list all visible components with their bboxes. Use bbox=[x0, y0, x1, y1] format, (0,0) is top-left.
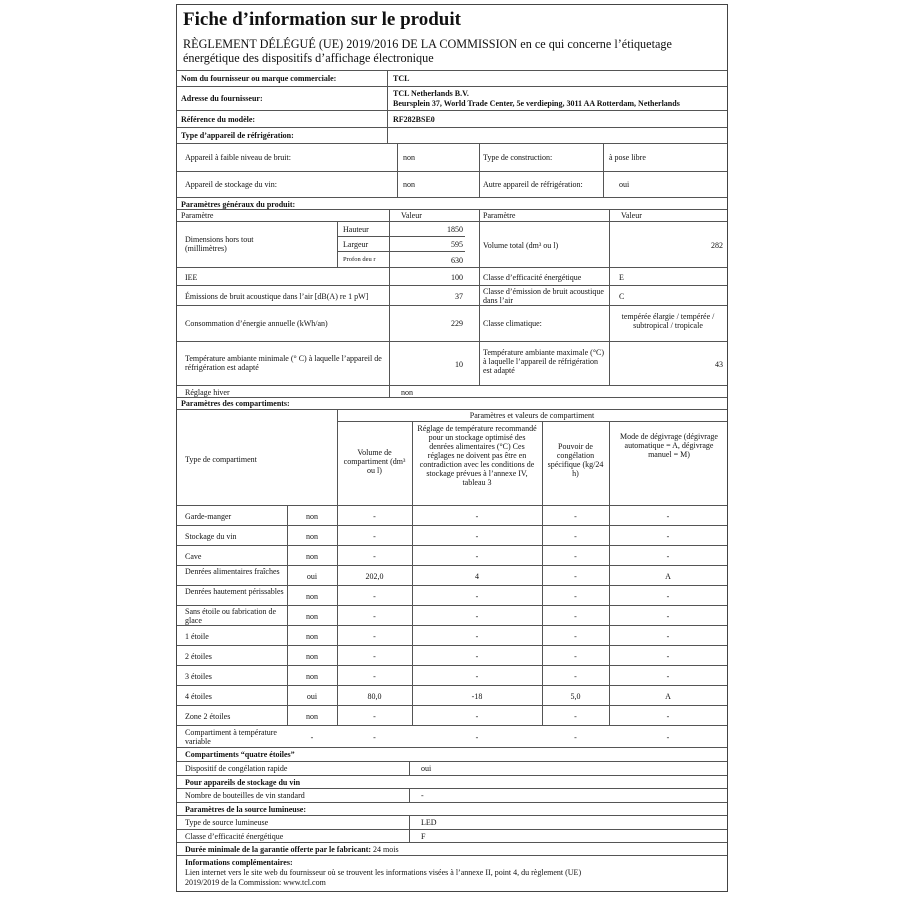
compartment-present: non bbox=[306, 512, 318, 521]
rule bbox=[337, 421, 727, 422]
compartment-volume: - bbox=[373, 532, 376, 541]
compartment-volume: - bbox=[373, 632, 376, 641]
rule bbox=[479, 209, 480, 385]
rule bbox=[177, 685, 727, 686]
rule bbox=[177, 209, 727, 210]
light-header: Paramètres de la source lumineuse: bbox=[185, 805, 307, 814]
supplier-address-label: Adresse du fournisseur: bbox=[181, 94, 263, 103]
compartment-name: 1 étoile bbox=[185, 632, 209, 641]
compartment-present: non bbox=[306, 652, 318, 661]
compartment-present: oui bbox=[306, 572, 318, 581]
compartment-present: non bbox=[306, 632, 318, 641]
volume-label: Volume total (dm³ ou l) bbox=[483, 241, 559, 250]
compartment-present: - bbox=[310, 733, 314, 742]
compartment-freeze: 5,0 bbox=[570, 692, 581, 701]
model-value: RF282BSE0 bbox=[393, 115, 435, 124]
compartment-present: non bbox=[306, 552, 318, 561]
rule bbox=[177, 565, 727, 566]
rule bbox=[409, 815, 410, 842]
type-header: Type d’appareil de réfrigération: bbox=[181, 131, 294, 140]
rule bbox=[177, 86, 727, 87]
dimensions-label: Dimensions hors tout (millimètres) bbox=[185, 235, 254, 253]
supplier-address-line1: TCL Netherlands B.V. bbox=[393, 89, 469, 98]
rule bbox=[177, 725, 727, 726]
wine-appliance-value: non bbox=[403, 180, 415, 189]
rule bbox=[177, 221, 727, 222]
rule bbox=[177, 842, 727, 843]
compartment-temp: - bbox=[475, 652, 479, 661]
width-value: 595 bbox=[451, 240, 463, 249]
rule bbox=[177, 505, 727, 506]
compartment-temp: 4 bbox=[475, 572, 479, 581]
freezing-capacity-col: Pouvoir de congélation spécifique (kg/24 h) bbox=[547, 442, 604, 478]
rule bbox=[177, 409, 727, 410]
max-temp-label: Température ambiante maximale (°C) à laquelle l’appareil de réfrigération est adapté bbox=[483, 348, 605, 375]
rule bbox=[177, 267, 727, 268]
rule bbox=[337, 236, 465, 237]
compartment-name: Zone 2 étoiles bbox=[185, 712, 231, 721]
light-type-label: Type de source lumineuse bbox=[185, 818, 269, 827]
supplier-name-label: Nom du fournisseur ou marque commerciale: bbox=[181, 74, 337, 83]
noise-class-value: C bbox=[619, 292, 625, 301]
compartment-temp: -18 bbox=[471, 692, 483, 701]
low-noise-label: Appareil à faible niveau de bruit: bbox=[185, 153, 291, 162]
compartment-type-col: Type de compartiment bbox=[185, 455, 257, 464]
compartment-volume: - bbox=[373, 652, 376, 661]
wine-bottles-value: - bbox=[421, 791, 424, 800]
temperature-col: Réglage de température recommandé pour un stockage optimisé des denrées alimentaires (°C) Ces réglages ne doivent pas être en contradiction avec les conditions de stockage prévues à l’annexe IV, tableau 3 bbox=[417, 424, 537, 487]
compartment-present: non bbox=[306, 612, 318, 621]
rule bbox=[177, 397, 727, 398]
rule bbox=[177, 665, 727, 666]
efficiency-class-label: Classe d’efficacité énergétique bbox=[483, 273, 582, 282]
compartment-freeze: - bbox=[574, 592, 577, 601]
iee-value: 100 bbox=[451, 273, 463, 282]
depth-value: 630 bbox=[451, 256, 463, 265]
height-value: 1850 bbox=[447, 225, 463, 234]
compartment-defrost: - bbox=[666, 612, 670, 621]
rule bbox=[177, 285, 727, 286]
model-label: Référence du modèle: bbox=[181, 115, 256, 124]
compartment-freeze: - bbox=[574, 652, 577, 661]
compartment-volume: 202,0 bbox=[365, 572, 384, 581]
rule bbox=[177, 110, 727, 111]
compartments-header: Paramètres des compartiments: bbox=[181, 399, 290, 408]
compartment-freeze: - bbox=[574, 532, 577, 541]
compartment-temp: - bbox=[475, 712, 479, 721]
compartment-temp: - bbox=[475, 592, 479, 601]
compartment-volume: 80,0 bbox=[367, 692, 382, 701]
rule bbox=[177, 802, 727, 803]
compartment-defrost: - bbox=[666, 512, 670, 521]
value-col2-header: Valeur bbox=[621, 211, 642, 220]
height-label: Hauteur bbox=[343, 225, 369, 234]
compartment-volume: - bbox=[373, 592, 376, 601]
warranty-label: Durée minimale de la garantie offerte par le fabricant: bbox=[185, 845, 372, 854]
efficiency-class-value: E bbox=[619, 273, 624, 282]
rule bbox=[177, 171, 727, 172]
rule bbox=[409, 788, 410, 802]
rule bbox=[177, 855, 727, 856]
rule bbox=[609, 209, 610, 385]
compartment-temp: - bbox=[475, 733, 479, 742]
document-title: Fiche d’information sur le produit bbox=[183, 9, 461, 30]
compartment-freeze: - bbox=[574, 712, 577, 721]
compartment-defrost: - bbox=[666, 652, 670, 661]
warranty-row bbox=[185, 845, 399, 854]
compartments-group-header: Paramètres et valeurs de compartiment bbox=[469, 411, 595, 420]
compartment-present: non bbox=[306, 672, 318, 681]
climate-label: Classe climatique: bbox=[483, 319, 542, 328]
wine-bottles-label: Nombre de bouteilles de vin standard bbox=[185, 791, 305, 800]
compartment-volume: - bbox=[373, 552, 376, 561]
product-information-sheet bbox=[176, 4, 728, 892]
rule bbox=[409, 761, 410, 775]
rule bbox=[397, 143, 398, 197]
rule bbox=[389, 209, 390, 397]
compartment-name: Compartiment à température variable bbox=[185, 728, 277, 746]
rule bbox=[177, 761, 727, 762]
compartment-volume: - bbox=[373, 612, 376, 621]
rule bbox=[177, 747, 727, 748]
fast-freeze-value: oui bbox=[421, 764, 432, 773]
light-class-value: F bbox=[421, 832, 426, 841]
compartment-defrost: A bbox=[665, 692, 671, 701]
compartment-defrost: - bbox=[666, 532, 670, 541]
compartment-present: non bbox=[306, 712, 318, 721]
energy-value: 229 bbox=[451, 319, 463, 328]
compartment-name: Denrées hautement périssables bbox=[185, 587, 284, 596]
rule bbox=[177, 545, 727, 546]
rule bbox=[177, 815, 727, 816]
param-col-header: Paramètre bbox=[181, 211, 214, 220]
noise-label: Émissions de bruit acoustique dans l’air [dB(A) re 1 pW] bbox=[185, 292, 369, 301]
rule bbox=[479, 143, 480, 197]
winter-label: Réglage hiver bbox=[185, 388, 230, 397]
noise-value: 37 bbox=[455, 292, 463, 301]
width-label: Largeur bbox=[343, 240, 369, 249]
compartment-temp: - bbox=[475, 512, 479, 521]
extra-text-line1: Lien internet vers le site web du fournisseur où se trouvent les informations visées à l’annexe II, point 4, du règlement (UE) bbox=[185, 868, 582, 877]
defrost-col: Mode de dégivrage (dégivrage automatique = A, dégivrage manuel = M) bbox=[620, 432, 718, 459]
energy-label: Consommation d’énergie annuelle (kWh/an) bbox=[185, 319, 328, 328]
low-noise-value: non bbox=[403, 153, 415, 162]
rule bbox=[177, 197, 727, 198]
rule bbox=[337, 221, 338, 267]
compartment-freeze: - bbox=[574, 672, 577, 681]
compartment-temp: - bbox=[475, 532, 479, 541]
compartment-name: Cave bbox=[185, 552, 202, 561]
compartment-freeze: - bbox=[574, 552, 577, 561]
warranty-value: 24 mois bbox=[373, 845, 399, 854]
rule bbox=[337, 251, 465, 252]
min-temp-label: Température ambiante minimale (° C) à laquelle l’appareil de réfrigération est adapté bbox=[185, 354, 382, 372]
extra-header: Informations complémentaires: bbox=[185, 858, 293, 867]
supplier-address-line2: Beursplein 37, World Trade Center, 5e verdieping, 3011 AA Rotterdam, Netherlands bbox=[393, 99, 680, 108]
compartment-volume: - bbox=[373, 672, 376, 681]
param-col2-header: Paramètre bbox=[483, 211, 516, 220]
light-class-label: Classe d’efficacité énergétique bbox=[185, 832, 284, 841]
compartment-present: non bbox=[306, 532, 318, 541]
rule bbox=[177, 70, 727, 71]
rule bbox=[177, 385, 727, 386]
four-star-header: Compartiments “quatre étoiles” bbox=[185, 750, 295, 759]
construction-value: à pose libre bbox=[609, 153, 646, 162]
compartment-defrost: A bbox=[665, 572, 671, 581]
compartment-defrost: - bbox=[666, 712, 670, 721]
rule bbox=[387, 70, 388, 143]
compartment-temp: - bbox=[475, 612, 479, 621]
compartment-defrost: - bbox=[666, 733, 670, 742]
min-temp-value: 10 bbox=[455, 360, 463, 369]
general-header: Paramètres généraux du produit: bbox=[181, 200, 296, 209]
compartment-name: 2 étoiles bbox=[185, 652, 212, 661]
compartment-freeze: - bbox=[574, 612, 577, 621]
rule bbox=[177, 605, 727, 606]
rule bbox=[177, 625, 727, 626]
value-col-header: Valeur bbox=[401, 211, 422, 220]
compartment-defrost: - bbox=[666, 552, 670, 561]
depth-label: Profon deu r bbox=[343, 256, 376, 263]
compartment-freeze: - bbox=[574, 733, 577, 742]
rule bbox=[177, 705, 727, 706]
rule bbox=[177, 341, 727, 342]
compartment-temp: - bbox=[475, 672, 479, 681]
rule bbox=[177, 143, 727, 144]
noise-class-label: Classe d’émission de bruit acoustique dans l’air bbox=[483, 287, 604, 305]
compartment-defrost: - bbox=[666, 672, 670, 681]
volume-col: Volume de compartiment (dm³ ou l) bbox=[343, 448, 406, 475]
rule bbox=[177, 585, 727, 586]
compartment-volume: - bbox=[373, 733, 376, 742]
rule bbox=[177, 775, 727, 776]
wine-appliance-label: Appareil de stockage du vin: bbox=[185, 180, 277, 189]
wine-header: Pour appareils de stockage du vin bbox=[185, 778, 301, 787]
compartment-freeze: - bbox=[574, 572, 577, 581]
compartment-defrost: - bbox=[666, 592, 670, 601]
compartment-name: Denrées alimentaires fraîches bbox=[185, 567, 280, 576]
volume-value: 282 bbox=[711, 241, 723, 250]
compartment-name: 3 étoiles bbox=[185, 672, 212, 681]
other-appliance-value: oui bbox=[619, 180, 630, 189]
compartment-volume: - bbox=[373, 712, 376, 721]
supplier-name-value: TCL bbox=[393, 74, 410, 83]
fast-freeze-label: Dispositif de congélation rapide bbox=[185, 764, 288, 773]
winter-value: non bbox=[401, 388, 413, 397]
rule bbox=[177, 829, 727, 830]
rule bbox=[177, 645, 727, 646]
compartment-temp: - bbox=[475, 552, 479, 561]
compartment-name: Sans étoile ou fabrication de glace bbox=[185, 607, 277, 625]
document-subtitle: RÈGLEMENT DÉLÉGUÉ (UE) 2019/2016 DE LA COMMISSION en ce qui concerne l’étiquetage énergétique des dispositifs d’affichage électronique bbox=[183, 37, 672, 65]
compartment-defrost: - bbox=[666, 632, 670, 641]
extra-text-line2: 2019/2019 de la Commission: www.tcl.com bbox=[185, 878, 326, 887]
compartment-name: 4 étoiles bbox=[185, 692, 212, 701]
compartment-volume: - bbox=[373, 512, 376, 521]
other-appliance-label: Autre appareil de réfrigération: bbox=[483, 180, 583, 189]
compartment-freeze: - bbox=[574, 512, 577, 521]
compartment-present: non bbox=[306, 592, 318, 601]
compartment-name: Garde-manger bbox=[185, 512, 232, 521]
iee-label: IEE bbox=[185, 273, 198, 282]
max-temp-value: 43 bbox=[715, 360, 723, 369]
rule bbox=[177, 525, 727, 526]
rule bbox=[177, 127, 727, 128]
compartment-temp: - bbox=[475, 632, 479, 641]
rule bbox=[603, 143, 604, 197]
compartment-present: oui bbox=[306, 692, 318, 701]
compartment-freeze: - bbox=[574, 632, 577, 641]
construction-label: Type de construction: bbox=[483, 153, 553, 162]
light-type-value: LED bbox=[421, 818, 437, 827]
climate-value: tempérée élargie / tempérée / subtropical / tropicale bbox=[621, 312, 715, 330]
rule bbox=[177, 788, 727, 789]
compartment-name: Stockage du vin bbox=[185, 532, 237, 541]
rule bbox=[177, 305, 727, 306]
